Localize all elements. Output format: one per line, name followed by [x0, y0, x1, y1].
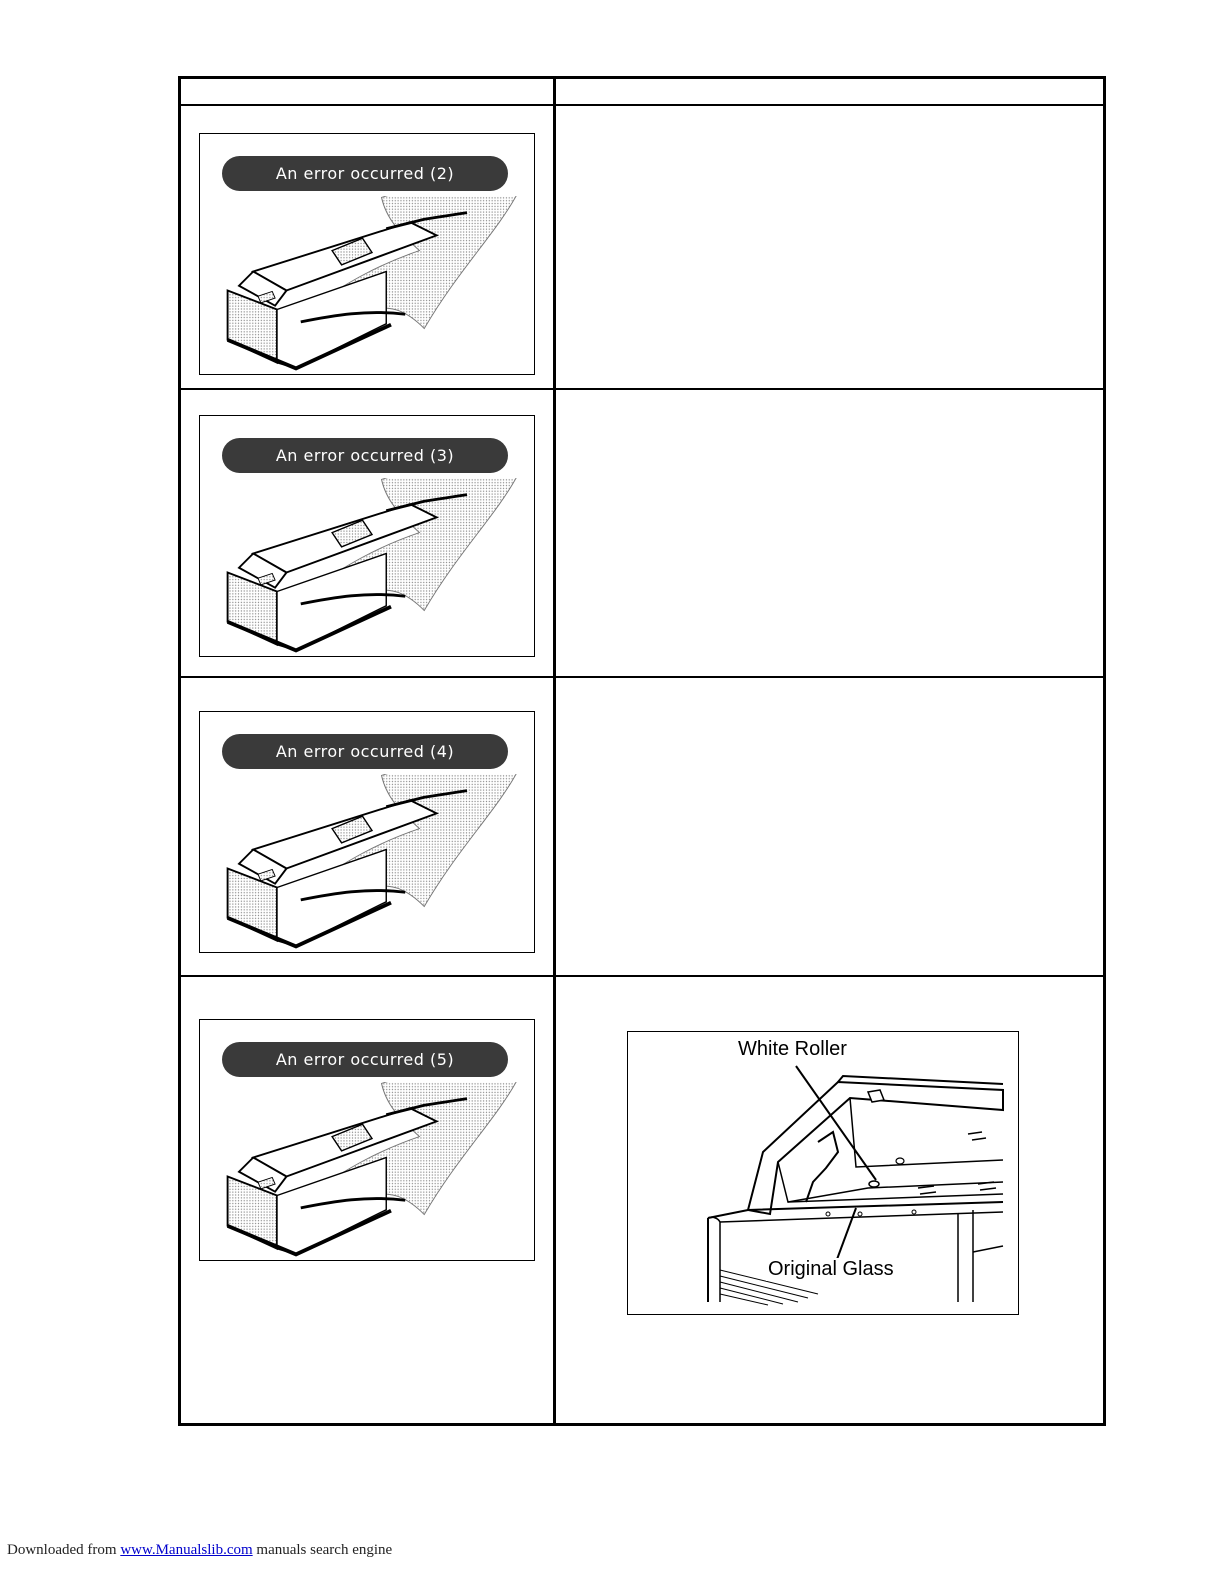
row-divider-2 [181, 676, 1103, 678]
error-message-badge: An error occurred (5) [222, 1042, 508, 1077]
error-message-badge: An error occurred (2) [222, 156, 508, 191]
column-divider [553, 79, 556, 1423]
error-illustration-5 [199, 1019, 535, 1261]
row-divider-1 [181, 388, 1103, 390]
scanner-jam-icon [220, 478, 535, 657]
scanner-jam-icon [220, 196, 535, 375]
footer-prefix: Downloaded from [7, 1542, 117, 1558]
page-footer [7, 1542, 392, 1559]
header-row-divider [181, 104, 1103, 106]
manualslib-link[interactable]: www.Manualslib.com [120, 1542, 253, 1558]
footer-suffix: manuals search engine [256, 1542, 393, 1558]
original-glass-label: Original Glass [768, 1258, 894, 1280]
roller-glass-figure [627, 1031, 1019, 1315]
row-divider-3 [181, 975, 1103, 977]
error-message-badge: An error occurred (4) [222, 734, 508, 769]
error-illustration-2 [199, 133, 535, 375]
error-message-badge: An error occurred (3) [222, 438, 508, 473]
scanner-jam-icon [220, 1082, 535, 1261]
white-roller-label: White Roller [738, 1038, 847, 1060]
error-illustration-3 [199, 415, 535, 657]
scanner-jam-icon [220, 774, 535, 953]
error-illustration-4 [199, 711, 535, 953]
